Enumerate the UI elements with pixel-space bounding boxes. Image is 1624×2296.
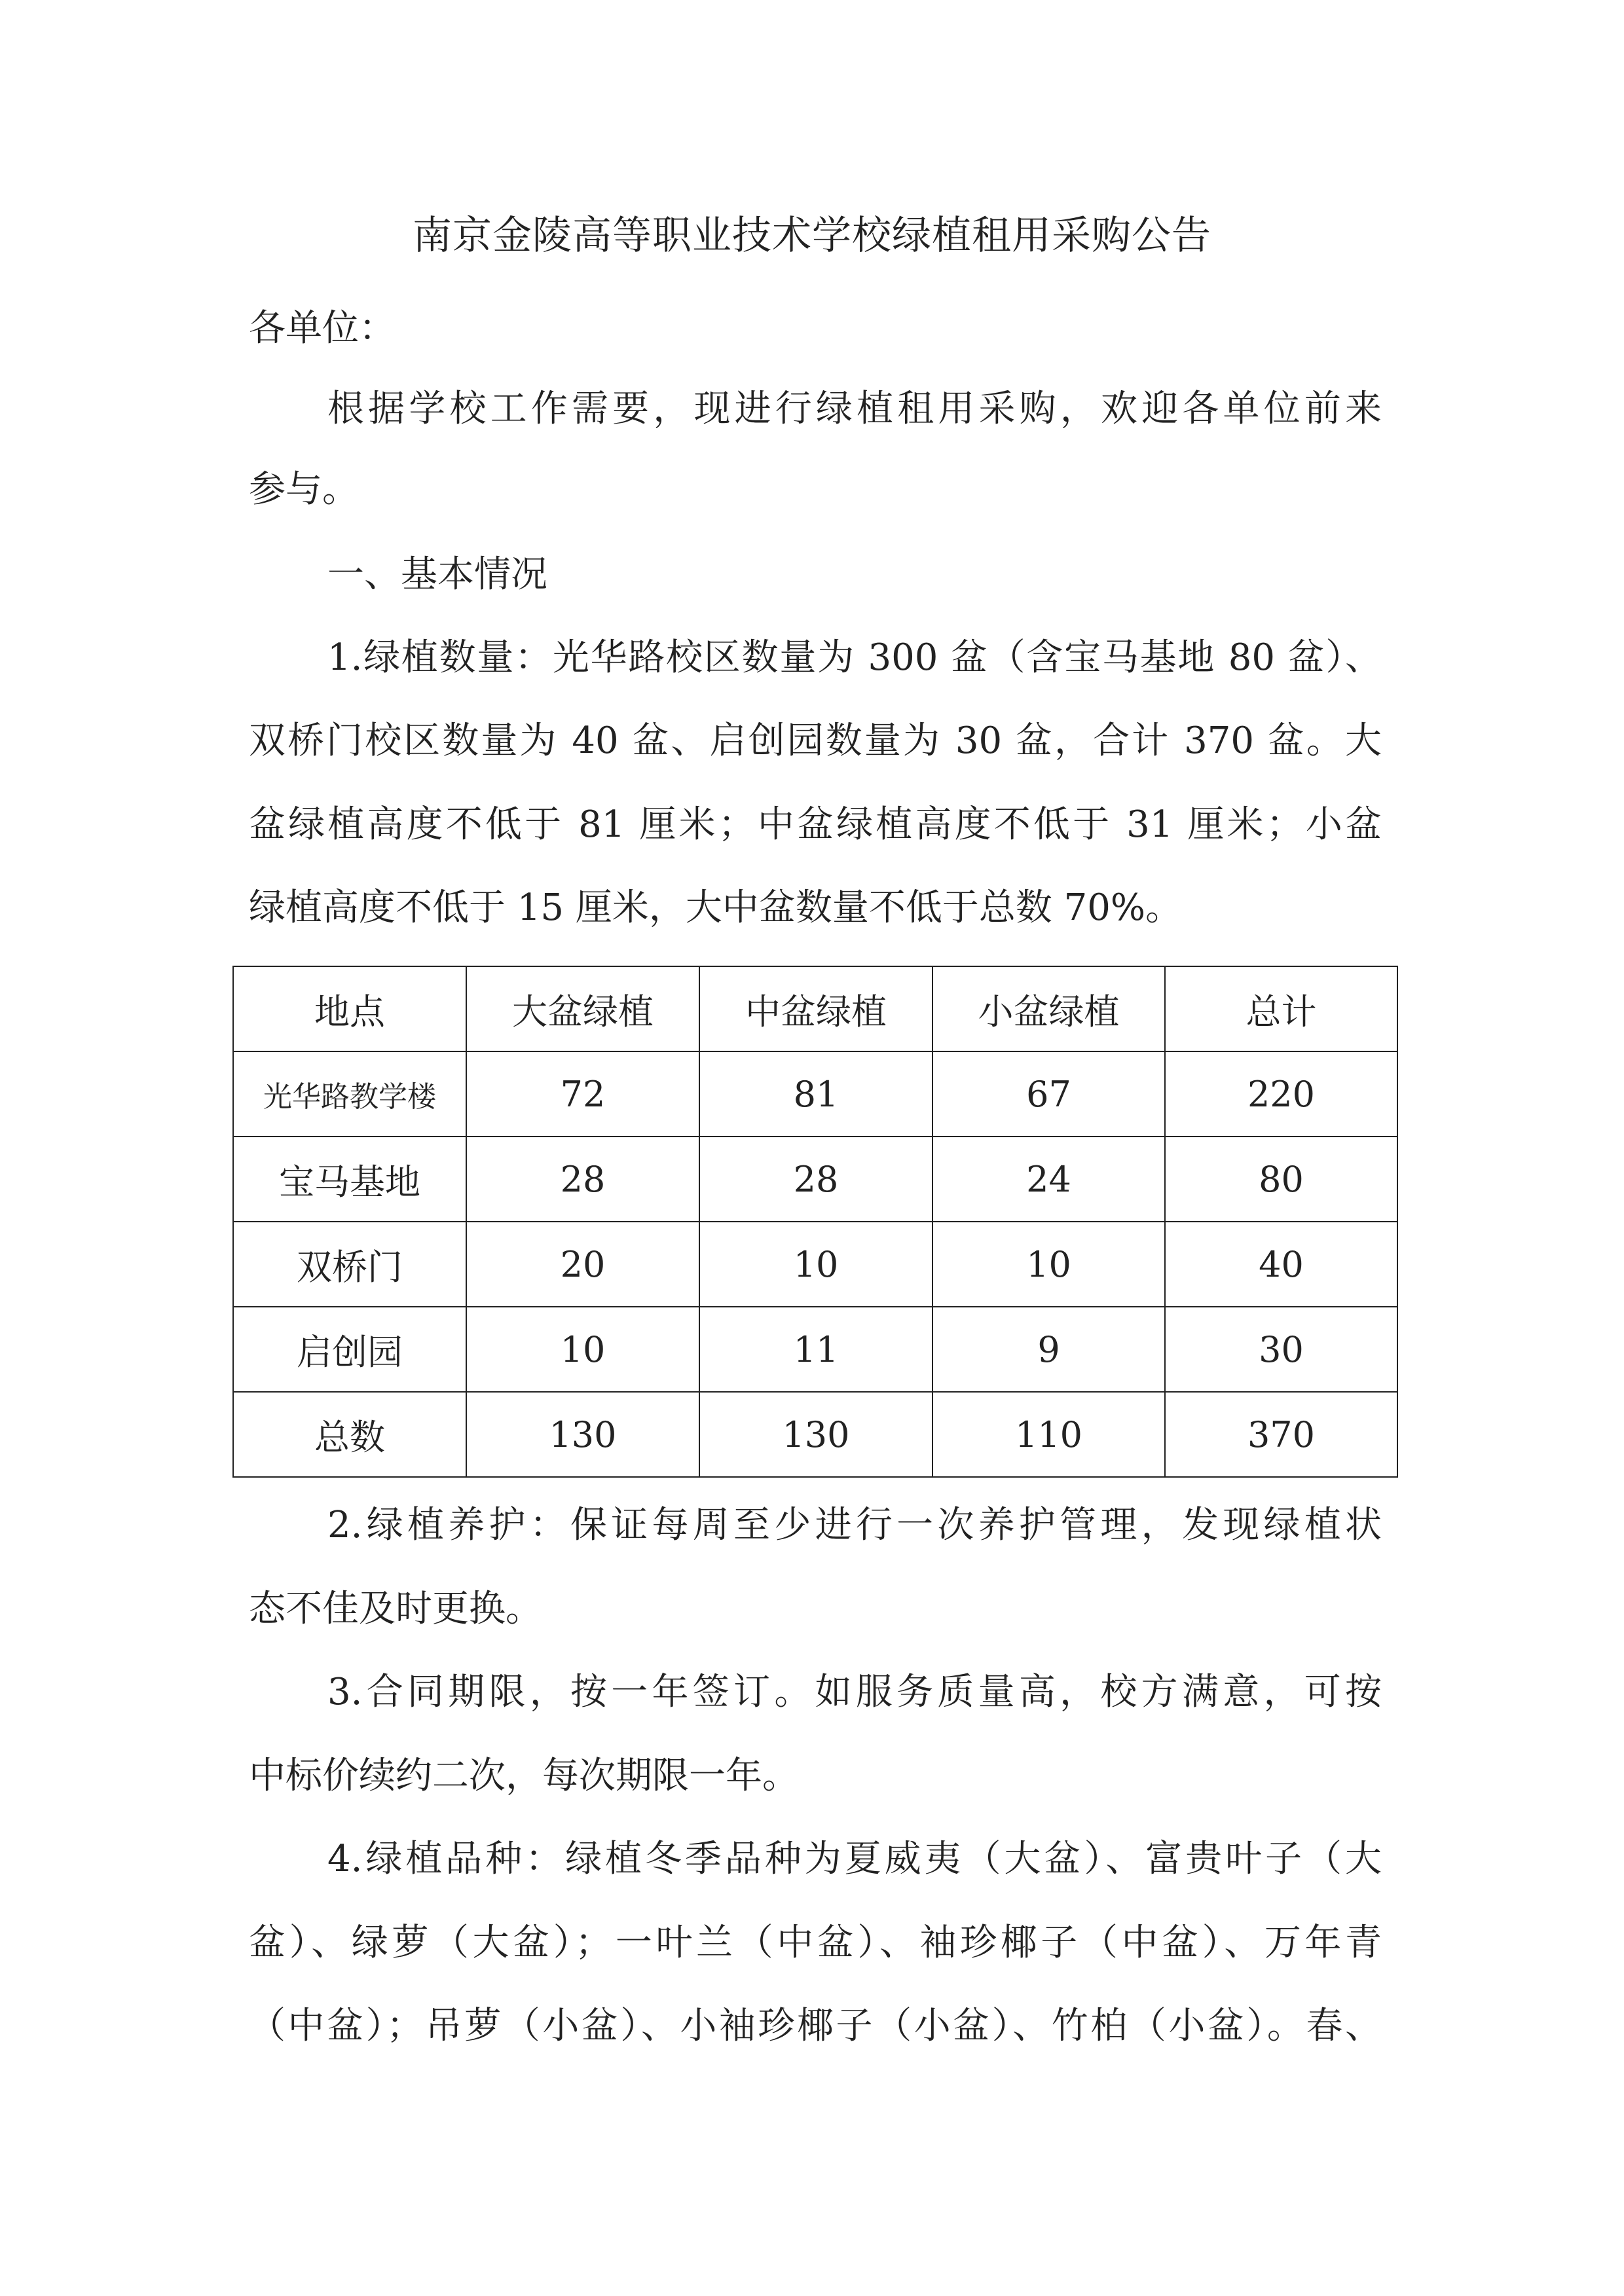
table-header-cell: 中盆绿植 (699, 966, 932, 1051)
item1-line-3: 盆绿植高度不低于 81 厘米；中盆绿植高度不低于 31 厘米；小盆 (249, 803, 1382, 846)
item4-line-2: 盆）、绿萝（大盆）；一叶兰（中盆）、袖珍椰子（中盆）、万年青 (249, 1922, 1382, 1964)
table-header-cell: 地点 (233, 966, 466, 1051)
table-cell: 30 (1165, 1307, 1397, 1392)
table-cell: 370 (1165, 1392, 1397, 1477)
table-row (233, 1051, 1397, 1137)
table-header-cell: 小盆绿植 (932, 966, 1165, 1051)
table-total-row (233, 1392, 1397, 1477)
table-cell: 220 (1165, 1051, 1397, 1137)
item2-line-1: 2.绿植养护：保证每周至少进行一次养护管理，发现绿植状 (327, 1504, 1382, 1546)
table-cell: 28 (466, 1137, 699, 1222)
table-cell: 72 (466, 1051, 699, 1137)
document-title: 南京金陵高等职业技术学校绿植租用采购公告 (413, 213, 1211, 259)
table-cell: 81 (699, 1051, 932, 1137)
item1-line-1: 1.绿植数量：光华路校区数量为 300 盆（含宝马基地 80 盆）、 (327, 636, 1382, 679)
table-cell: 130 (699, 1392, 932, 1477)
table-header-cell: 大盆绿植 (466, 966, 699, 1051)
table-header-cell: 总计 (1165, 966, 1397, 1051)
table-row (233, 1137, 1397, 1222)
salutation: 各单位： (249, 307, 396, 350)
item1-line-2: 双桥门校区数量为 40 盆、启创园数量为 30 盆，合计 370 盆。大 (249, 720, 1382, 762)
intro-line-1: 根据学校工作需要，现进行绿植租用采购，欢迎各单位前来 (327, 388, 1382, 430)
table-cell: 11 (699, 1307, 932, 1392)
table-cell: 10 (932, 1222, 1165, 1307)
table-cell: 110 (932, 1392, 1165, 1477)
table-cell: 10 (466, 1307, 699, 1392)
item3-line-2: 中标价续约二次，每次期限一年。 (249, 1755, 799, 1797)
table-header-row (233, 966, 1397, 1051)
intro-line-2: 参与。 (249, 468, 359, 511)
table-row (233, 1307, 1397, 1392)
table-cell: 40 (1165, 1222, 1397, 1307)
table-cell: 80 (1165, 1137, 1397, 1222)
table-cell-location: 总数 (233, 1392, 466, 1477)
table-cell: 67 (932, 1051, 1165, 1137)
table-cell-location: 宝马基地 (233, 1137, 466, 1222)
table-cell: 130 (466, 1392, 699, 1477)
table-cell: 10 (699, 1222, 932, 1307)
table-cell-location: 双桥门 (233, 1222, 466, 1307)
table-cell-location: 光华路教学楼 (233, 1051, 466, 1137)
item4-line-1: 4.绿植品种：绿植冬季品种为夏威夷（大盆）、富贵叶子（大 (327, 1838, 1382, 1880)
item1-line-4: 绿植高度不低于 15 厘米，大中盆数量不低于总数 70%。 (249, 886, 1183, 929)
table-cell: 9 (932, 1307, 1165, 1392)
item3-line-1: 3.合同期限，按一年签订。如服务质量高，校方满意，可按 (327, 1671, 1382, 1713)
table-row (233, 1222, 1397, 1307)
section-heading-basic-info: 一、基本情况 (327, 553, 547, 596)
table-cell: 24 (932, 1137, 1165, 1222)
item4-line-3: （中盆）；吊萝（小盆）、小袖珍椰子（小盆）、竹柏（小盆）。春、 (249, 2005, 1382, 2047)
table-cell-location: 启创园 (233, 1307, 466, 1392)
item2-line-2: 态不佳及时更换。 (249, 1588, 542, 1630)
table-cell: 20 (466, 1222, 699, 1307)
table-cell: 28 (699, 1137, 932, 1222)
plant-quantity-table (232, 966, 1398, 1478)
